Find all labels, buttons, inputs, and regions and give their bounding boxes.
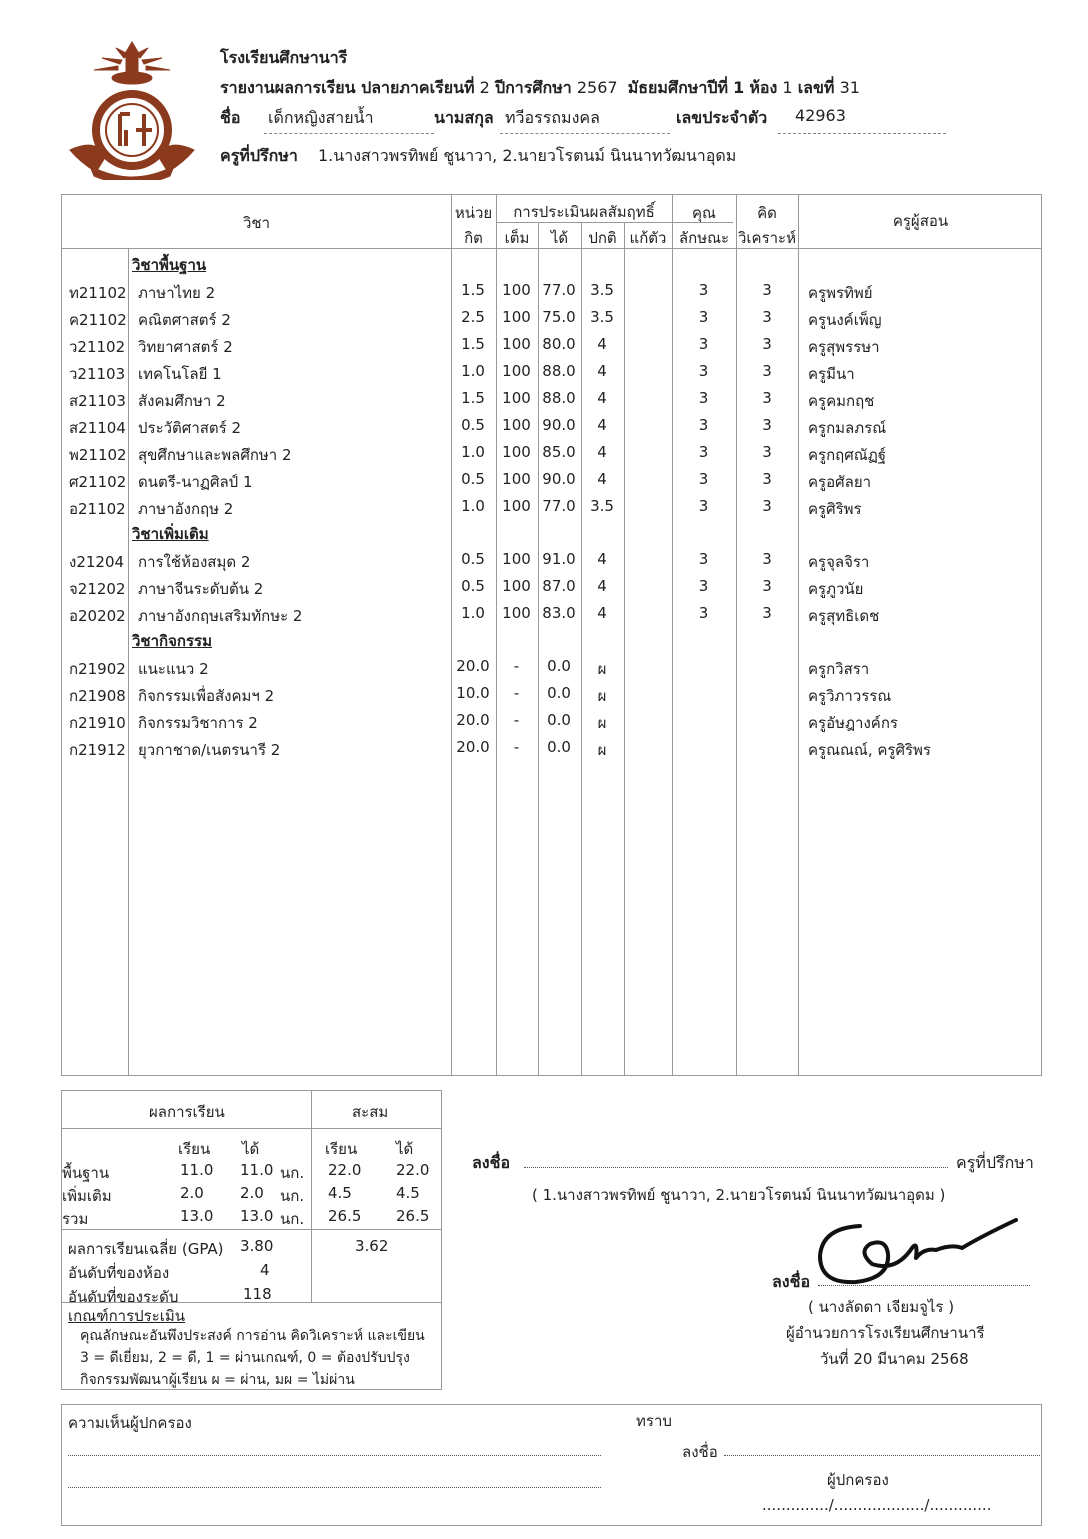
subject-name: ประวัติศาสตร์ 2 bbox=[138, 419, 242, 437]
th-full: เต็ม bbox=[504, 229, 530, 247]
full-score: 100 bbox=[502, 362, 531, 380]
student-name: เด็กหญิงสายน้ำ bbox=[268, 108, 374, 127]
summary-box bbox=[61, 1090, 442, 1390]
th-char-1: คุณ bbox=[692, 204, 716, 222]
teacher-name: ครูกมลภรณ์ bbox=[808, 419, 887, 437]
criteria-title: เกณฑ์การประเมิน bbox=[68, 1307, 186, 1325]
subject-code: ง21204 bbox=[69, 553, 125, 571]
section-title: วิชาพื้นฐาน bbox=[132, 256, 207, 274]
th-got: ได้ bbox=[550, 229, 569, 247]
th-unit-2: กิต bbox=[464, 229, 483, 247]
credit-units: 20.0 bbox=[456, 657, 490, 675]
advisor-sign-names: ( 1.นางสาวพรทิพย์ ชูนาวา, 2.นายวโรตนม์ นินนาทวัฒนาอุดม ) bbox=[532, 1186, 946, 1204]
full-score: 100 bbox=[502, 281, 531, 299]
th-assessment: การประเมินผลสัมฤทธิ์ bbox=[513, 203, 655, 221]
subject-name: คณิตศาสตร์ 2 bbox=[138, 311, 231, 329]
grade-normal: 4 bbox=[597, 416, 607, 434]
advisor-sign-line bbox=[524, 1167, 948, 1168]
teacher-name: ครูภูวนัย bbox=[808, 580, 864, 598]
advisor-names: 1.นางสาวพรทิพย์ ชูนาวา, 2.นายวโรตนม์ นินนาทวัฒนาอุดม bbox=[318, 146, 737, 165]
section-title: วิชาเพิ่มเติม bbox=[132, 525, 209, 543]
teacher-name: ครูสุทธิเดช bbox=[808, 607, 880, 625]
teacher-name: ครูกฤศณัฏฐ์ bbox=[808, 446, 887, 464]
table-row bbox=[62, 734, 1041, 761]
subject-name: ภาษาจีนระดับต้น 2 bbox=[138, 580, 264, 598]
subject-code: จ21202 bbox=[69, 580, 126, 598]
credit-units: 2.5 bbox=[461, 308, 485, 326]
characteristic-score: 3 bbox=[698, 362, 709, 380]
summary-study: 13.0 bbox=[180, 1207, 214, 1225]
summary-hline-1 bbox=[62, 1128, 441, 1129]
summary-acc-study: 22.0 bbox=[328, 1161, 362, 1179]
acc-got-label: ได้ bbox=[396, 1140, 414, 1158]
subject-name: วิทยาศาสตร์ 2 bbox=[138, 338, 233, 356]
name-underline bbox=[264, 133, 434, 134]
level-rank-value: 118 bbox=[243, 1285, 272, 1303]
teacher-name: ครูพรทิพย์ bbox=[808, 284, 873, 302]
subject-name: ภาษาอังกฤษเสริมทักษะ 2 bbox=[138, 607, 303, 625]
grade-normal: 4 bbox=[597, 443, 607, 461]
subject-name: การใช้ห้องสมุด 2 bbox=[138, 553, 251, 571]
credit-units: 1.0 bbox=[461, 443, 485, 461]
full-score: 100 bbox=[502, 335, 531, 353]
room-value: 1 bbox=[782, 78, 793, 97]
full-score: 100 bbox=[502, 577, 531, 595]
summary-acc-got: 26.5 bbox=[396, 1207, 430, 1225]
analytic-score: 3 bbox=[762, 604, 772, 622]
subject-code: พ21102 bbox=[69, 446, 127, 464]
credit-units: 0.5 bbox=[461, 416, 485, 434]
summary-got: 13.0 bbox=[240, 1207, 274, 1225]
full-score: 100 bbox=[502, 604, 531, 622]
table-row bbox=[62, 412, 1041, 439]
score-got: 88.0 bbox=[542, 389, 576, 407]
director-sign-line bbox=[818, 1285, 1030, 1286]
room-label: ห้อง bbox=[749, 78, 778, 97]
table-row bbox=[62, 331, 1041, 358]
report-date: วันที่ 20 มีนาคม 2568 bbox=[820, 1350, 969, 1368]
summary-unit: นก. bbox=[280, 1164, 305, 1182]
credit-units: 1.0 bbox=[461, 497, 485, 515]
analytic-score: 3 bbox=[762, 389, 772, 407]
score-got: 83.0 bbox=[542, 604, 576, 622]
parent-role: ผู้ปกครอง bbox=[827, 1471, 889, 1489]
opinion-line-1[interactable] bbox=[68, 1455, 601, 1456]
characteristic-score: 3 bbox=[698, 497, 709, 515]
score-got: 91.0 bbox=[542, 550, 576, 568]
grade-normal: 3.5 bbox=[590, 281, 614, 299]
teacher-name: ครูณณณ์, ครูศิริพร bbox=[808, 741, 931, 759]
full-score: - bbox=[513, 657, 520, 675]
score-got: 77.0 bbox=[542, 497, 576, 515]
score-got: 0.0 bbox=[547, 657, 571, 675]
summary-acc-got: 22.0 bbox=[396, 1161, 430, 1179]
criteria-line-3: กิจกรรมพัฒนาผู้เรียน ผ = ผ่าน, มผ = ไม่ผ่าน bbox=[80, 1372, 355, 1388]
subject-name: ดนตรี-นาฏศิลป์ 1 bbox=[138, 473, 253, 491]
criteria-line-1: คุณลักษณะอันพึงประสงค์ การอ่าน คิดวิเคราะห์ และเขียน bbox=[80, 1328, 425, 1344]
subject-name: แนะแนว 2 bbox=[138, 660, 209, 678]
name-label: ชื่อ bbox=[220, 108, 241, 127]
academic-year-label: ปีการศึกษา bbox=[494, 78, 572, 97]
subject-name: ภาษาอังกฤษ 2 bbox=[138, 500, 234, 518]
score-got: 0.0 bbox=[547, 711, 571, 729]
table-row bbox=[62, 573, 1041, 600]
analytic-score: 3 bbox=[762, 416, 772, 434]
table-row bbox=[62, 653, 1041, 680]
characteristic-score: 3 bbox=[698, 604, 709, 622]
full-score: - bbox=[513, 684, 520, 702]
advisor-sign-label: ลงชื่อ bbox=[472, 1153, 511, 1172]
full-score: 100 bbox=[502, 443, 531, 461]
summary-row-label: พื้นฐาน bbox=[62, 1164, 110, 1182]
room-rank-value: 4 bbox=[260, 1261, 270, 1279]
score-got: 88.0 bbox=[542, 362, 576, 380]
credit-units: 10.0 bbox=[456, 684, 490, 702]
credit-units: 0.5 bbox=[461, 470, 485, 488]
grade-normal: ผ bbox=[597, 714, 607, 732]
characteristic-score: 3 bbox=[698, 470, 709, 488]
section-title: วิชากิจกรรม bbox=[132, 632, 212, 650]
characteristic-score: 3 bbox=[698, 335, 709, 353]
grade-normal: 4 bbox=[597, 470, 607, 488]
table-row bbox=[62, 707, 1041, 734]
score-got: 0.0 bbox=[547, 684, 571, 702]
analytic-score: 3 bbox=[762, 470, 772, 488]
summary-hline-2 bbox=[62, 1229, 441, 1230]
teacher-name: ครูนงค์เพ็ญ bbox=[808, 311, 882, 329]
gpa-accum-value: 3.62 bbox=[355, 1237, 389, 1255]
credit-units: 1.5 bbox=[461, 281, 485, 299]
grade-normal: ผ bbox=[597, 741, 607, 759]
criteria-line-2: 3 = ดีเยี่ยม, 2 = ดี, 1 = ผ่านเกณฑ์, 0 = ต้องปรับปรุง bbox=[80, 1350, 410, 1366]
characteristic-score: 3 bbox=[698, 443, 709, 461]
score-got: 90.0 bbox=[542, 416, 576, 434]
subject-code: ท21102 bbox=[69, 284, 127, 302]
section-title-row bbox=[62, 251, 1041, 278]
gpa-value: 3.80 bbox=[240, 1237, 274, 1255]
table-row bbox=[62, 546, 1041, 573]
parent-sign-label: ลงชื่อ bbox=[682, 1443, 718, 1461]
grade-normal: 4 bbox=[597, 335, 607, 353]
grade-normal: ผ bbox=[597, 660, 607, 678]
subject-name: เทคโนโลยี 1 bbox=[138, 365, 222, 383]
summary-study: 11.0 bbox=[180, 1161, 214, 1179]
subject-code: อ21102 bbox=[69, 500, 126, 518]
analytic-score: 3 bbox=[762, 281, 772, 299]
director-signature bbox=[812, 1214, 1020, 1288]
table-row bbox=[62, 385, 1041, 412]
teacher-name: ครูอัษฎางค์กร bbox=[808, 714, 898, 732]
score-got: 0.0 bbox=[547, 738, 571, 756]
score-got: 75.0 bbox=[542, 308, 576, 326]
director-name: ( นางลัดดา เจียมจูไร ) bbox=[808, 1298, 955, 1316]
grades-table bbox=[61, 194, 1042, 1076]
table-row bbox=[62, 466, 1041, 493]
subject-code: ก21902 bbox=[69, 660, 126, 678]
parent-sign-line[interactable] bbox=[724, 1455, 1040, 1456]
parent-opinion-label: ความเห็นผู้ปกครอง bbox=[68, 1414, 192, 1432]
analytic-score: 3 bbox=[762, 577, 772, 595]
summary-acc-got: 4.5 bbox=[396, 1184, 420, 1202]
credit-units: 1.0 bbox=[461, 362, 485, 380]
number-label: เลขที่ bbox=[797, 78, 835, 97]
surname-label: นามสกุล bbox=[434, 108, 494, 127]
grade-normal: 3.5 bbox=[590, 497, 614, 515]
subject-code: ว21102 bbox=[69, 338, 126, 356]
subject-code: ก21910 bbox=[69, 714, 126, 732]
subject-name: กิจกรรมวิชาการ 2 bbox=[138, 714, 258, 732]
table-row bbox=[62, 358, 1041, 385]
accum-label: สะสม bbox=[352, 1103, 389, 1121]
credit-units: 1.0 bbox=[461, 604, 485, 622]
full-score: 100 bbox=[502, 389, 531, 407]
full-score: - bbox=[513, 738, 520, 756]
acc-study-label: เรียน bbox=[325, 1140, 358, 1158]
analytic-score: 3 bbox=[762, 443, 772, 461]
advisor-label: ครูที่ปรึกษา bbox=[220, 146, 298, 165]
report-title bbox=[220, 76, 860, 101]
school-name: โรงเรียนศึกษานารี bbox=[220, 48, 348, 67]
subject-code: ส21104 bbox=[69, 419, 126, 437]
score-got: 77.0 bbox=[542, 281, 576, 299]
grade-normal: 3.5 bbox=[590, 308, 614, 326]
table-row bbox=[62, 600, 1041, 627]
full-score: - bbox=[513, 711, 520, 729]
summary-acc-study: 4.5 bbox=[328, 1184, 352, 1202]
teacher-name: ครูคมกฤช bbox=[808, 392, 875, 410]
characteristic-score: 3 bbox=[698, 389, 709, 407]
analytic-score: 3 bbox=[762, 335, 772, 353]
summary-acc-study: 26.5 bbox=[328, 1207, 362, 1225]
analytic-score: 3 bbox=[762, 308, 772, 326]
subject-code: อ20202 bbox=[69, 607, 126, 625]
table-row bbox=[62, 304, 1041, 331]
school-logo bbox=[66, 38, 198, 180]
surname-underline bbox=[500, 133, 670, 134]
table-row bbox=[62, 680, 1041, 707]
subject-name: สุขศึกษาและพลศึกษา 2 bbox=[138, 446, 292, 464]
subject-code: ก21908 bbox=[69, 687, 126, 705]
analytic-score: 3 bbox=[762, 362, 772, 380]
credit-units: 1.5 bbox=[461, 335, 485, 353]
grade-normal: 4 bbox=[597, 550, 607, 568]
summary-vline-2 bbox=[311, 1229, 312, 1302]
summary-study: 2.0 bbox=[180, 1184, 204, 1202]
room-rank-label: อันดับที่ของห้อง bbox=[68, 1264, 170, 1282]
student-surname: ทวีอรรถมงคล bbox=[505, 108, 600, 127]
score-got: 80.0 bbox=[542, 335, 576, 353]
th-think-1: คิด bbox=[757, 204, 777, 222]
teacher-name: ครูมีนา bbox=[808, 365, 855, 383]
report-title-label: รายงานผลการเรียน ปลายภาคเรียนที่ bbox=[220, 78, 475, 97]
summary-unit: นก. bbox=[280, 1210, 305, 1228]
th-teacher: ครูผู้สอน bbox=[892, 212, 949, 230]
teacher-name: ครูวิภาวรรณ bbox=[808, 687, 892, 705]
full-score: 100 bbox=[502, 470, 531, 488]
th-think-2: วิเคราะห์ bbox=[737, 229, 796, 247]
summary-vline bbox=[311, 1091, 312, 1252]
score-got: 85.0 bbox=[542, 443, 576, 461]
subject-code: ค21102 bbox=[69, 311, 127, 329]
advisor-role: ครูที่ปรึกษา bbox=[956, 1153, 1034, 1172]
grade-normal: ผ bbox=[597, 687, 607, 705]
full-score: 100 bbox=[502, 550, 531, 568]
th-normal: ปกติ bbox=[588, 229, 617, 247]
credit-units: 20.0 bbox=[456, 711, 490, 729]
teacher-name: ครูศิริพร bbox=[808, 500, 862, 518]
subject-code: ก21912 bbox=[69, 741, 126, 759]
section-title-row bbox=[62, 520, 1041, 547]
summary-unit: นก. bbox=[280, 1187, 305, 1205]
teacher-name: ครูสุพรรษา bbox=[808, 338, 880, 356]
semester-value: 2 bbox=[479, 78, 490, 97]
full-score: 100 bbox=[502, 308, 531, 326]
subject-name: กิจกรรมเพื่อสังคมฯ 2 bbox=[138, 687, 275, 705]
grade-label: มัธยมศึกษาปีที่ bbox=[627, 78, 729, 97]
got-label: ได้ bbox=[242, 1140, 260, 1158]
th-fix: แก้ตัว bbox=[629, 229, 667, 247]
number-value: 31 bbox=[839, 78, 860, 97]
director-sign-label: ลงชื่อ bbox=[772, 1272, 811, 1291]
score-got: 90.0 bbox=[542, 470, 576, 488]
gpa-label: ผลการเรียนเฉลี่ย (GPA) bbox=[68, 1240, 224, 1258]
th-char-2: ลักษณะ bbox=[678, 229, 730, 247]
characteristic-score: 3 bbox=[698, 281, 709, 299]
grade-normal: 4 bbox=[597, 604, 607, 622]
parent-opinion-box bbox=[61, 1404, 1042, 1526]
analytic-score: 3 bbox=[762, 497, 772, 515]
parent-date-slots[interactable]: ............../.................../............. bbox=[762, 1496, 992, 1514]
acknowledge-label: ทราบ bbox=[636, 1412, 672, 1430]
results-label: ผลการเรียน bbox=[149, 1103, 225, 1121]
summary-row-label: รวม bbox=[62, 1210, 89, 1228]
credit-units: 1.5 bbox=[461, 389, 485, 407]
id-underline bbox=[778, 133, 946, 134]
opinion-line-2[interactable] bbox=[68, 1487, 601, 1488]
credit-units: 0.5 bbox=[461, 577, 485, 595]
score-got: 87.0 bbox=[542, 577, 576, 595]
grade-normal: 4 bbox=[597, 362, 607, 380]
grade-value: 1 bbox=[733, 78, 745, 97]
teacher-name: ครูกวิสรา bbox=[808, 660, 870, 678]
analytic-score: 3 bbox=[762, 550, 772, 568]
director-role: ผู้อำนวยการโรงเรียนศึกษานารี bbox=[786, 1324, 985, 1342]
subject-code: ศ21102 bbox=[69, 473, 127, 491]
level-rank-label: อันดับที่ของระดับ bbox=[68, 1288, 179, 1306]
characteristic-score: 3 bbox=[698, 577, 709, 595]
teacher-name: ครูจุลจิรา bbox=[808, 553, 870, 571]
characteristic-score: 3 bbox=[698, 308, 709, 326]
grade-normal: 4 bbox=[597, 577, 607, 595]
summary-got: 2.0 bbox=[240, 1184, 264, 1202]
th-unit-1: หน่วย bbox=[454, 204, 493, 222]
table-row bbox=[62, 439, 1041, 466]
table-row bbox=[62, 493, 1041, 520]
summary-row-label: เพิ่มเติม bbox=[62, 1187, 112, 1205]
characteristic-score: 3 bbox=[698, 550, 709, 568]
characteristic-score: 3 bbox=[698, 416, 709, 434]
student-id: 42963 bbox=[795, 106, 846, 125]
full-score: 100 bbox=[502, 416, 531, 434]
subject-code: ส21103 bbox=[69, 392, 126, 410]
subject-code: ว21103 bbox=[69, 365, 126, 383]
full-score: 100 bbox=[502, 497, 531, 515]
credit-units: 20.0 bbox=[456, 738, 490, 756]
th-subject: วิชา bbox=[242, 214, 271, 232]
subject-name: สังคมศึกษา 2 bbox=[138, 392, 226, 410]
academic-year-value: 2567 bbox=[576, 78, 618, 97]
study-label: เรียน bbox=[178, 1140, 211, 1158]
subject-name: ยุวกาชาด/เนตรนารี 2 bbox=[138, 741, 281, 759]
credit-units: 0.5 bbox=[461, 550, 485, 568]
summary-got: 11.0 bbox=[240, 1161, 274, 1179]
teacher-name: ครูอศัลยา bbox=[808, 473, 872, 491]
grade-normal: 4 bbox=[597, 389, 607, 407]
subject-name: ภาษาไทย 2 bbox=[138, 284, 216, 302]
table-row bbox=[62, 277, 1041, 304]
student-id-label: เลขประจำตัว bbox=[676, 108, 768, 127]
section-title-row bbox=[62, 627, 1041, 654]
